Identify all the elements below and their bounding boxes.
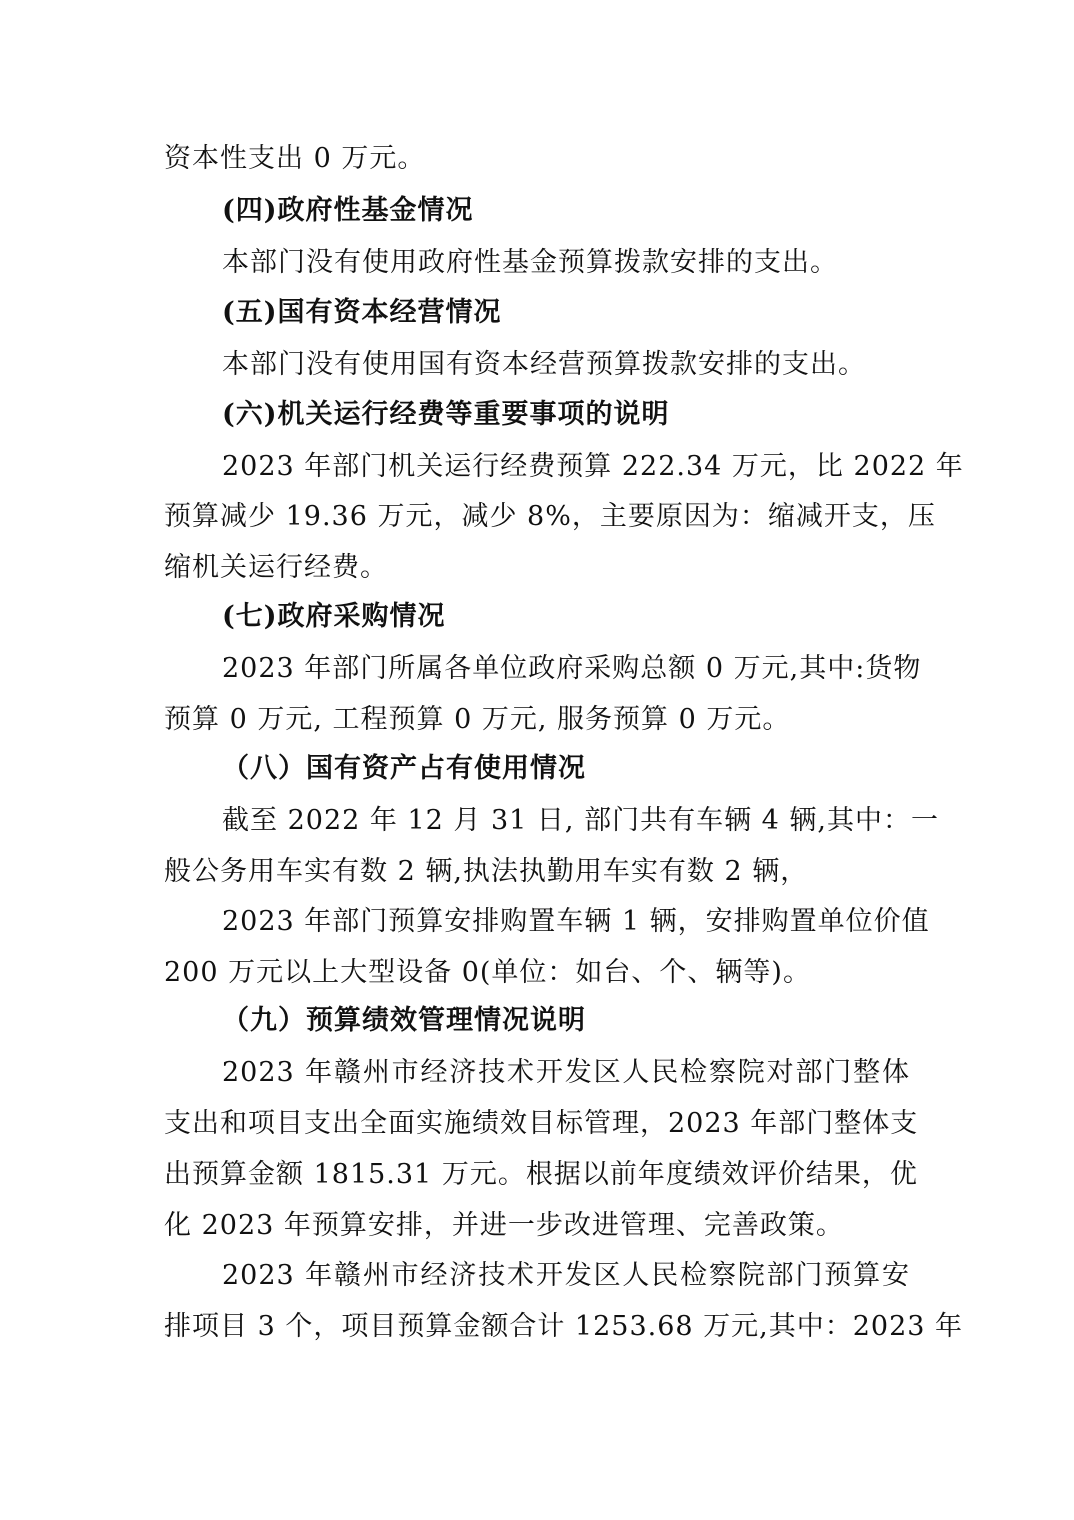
paragraph-line: 缩机关运行经费。 (164, 552, 388, 583)
paragraph-line: 2023 年部门预算安排购置车辆 1 辆，安排购置单位价值 (222, 906, 930, 937)
paragraph-line: 化 2023 年预算安排，并进一步改进管理、完善政策。 (164, 1210, 844, 1241)
paragraph-line: 预算 0 万元, 工程预算 0 万元, 服务预算 0 万元。 (164, 704, 791, 735)
paragraph-line: 2023 年部门所属各单位政府采购总额 0 万元,其中:货物 (222, 653, 922, 684)
section-heading-9: （九）预算绩效管理情况说明 (222, 1005, 586, 1036)
paragraph-line: 2023 年赣州市经济技术开发区人民检察院对部门整体 (222, 1057, 910, 1088)
paragraph-line: 支出和项目支出全面实施绩效目标管理，2023 年部门整体支 (164, 1108, 919, 1139)
paragraph-line: 般公务用车实有数 2 辆,执法执勤用车实有数 2 辆， (164, 856, 809, 887)
paragraph-line: 资本性支出 0 万元。 (164, 143, 426, 174)
paragraph-line: 200 万元以上大型设备 0(单位：如台、个、辆等)。 (164, 957, 811, 988)
section-heading-6: (六)机关运行经费等重要事项的说明 (222, 399, 670, 430)
paragraph-line: 出预算金额 1815.31 万元。根据以前年度绩效评价结果，优 (164, 1159, 918, 1190)
section-heading-4: (四)政府性基金情况 (222, 195, 474, 226)
section-heading-5: (五)国有资本经营情况 (222, 297, 502, 328)
section-heading-7: (七)政府采购情况 (222, 601, 446, 632)
paragraph-line: 预算减少 19.36 万元，减少 8%，主要原因为：缩减开支，压 (164, 501, 936, 532)
paragraph-line: 本部门没有使用国有资本经营预算拨款安排的支出。 (222, 349, 866, 380)
paragraph-line: 排项目 3 个，项目预算金额合计 1253.68 万元,其中：2023 年 (164, 1311, 964, 1342)
paragraph-line: 本部门没有使用政府性基金预算拨款安排的支出。 (222, 247, 838, 278)
paragraph-line: 截至 2022 年 12 月 31 日, 部门共有车辆 4 辆,其中：一 (222, 805, 940, 836)
paragraph-line: 2023 年赣州市经济技术开发区人民检察院部门预算安 (222, 1260, 910, 1291)
section-heading-8: （八）国有资产占有使用情况 (222, 753, 586, 784)
paragraph-line: 2023 年部门机关运行经费预算 222.34 万元，比 2022 年 (222, 451, 964, 482)
